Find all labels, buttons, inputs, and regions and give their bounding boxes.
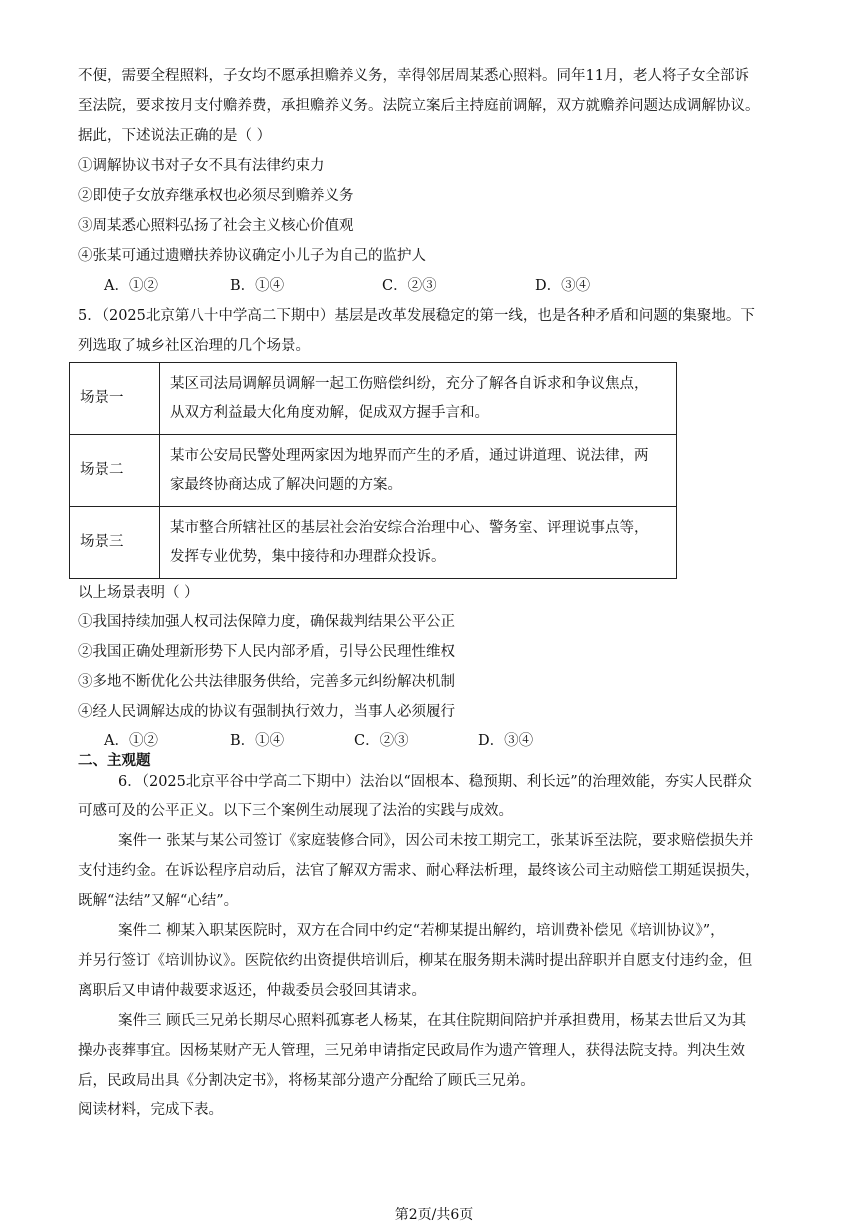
case1-line-2: 支付违约金。在诉讼程序启动后，法官了解双方需求、耐心释法析理，最终该公司主动赔偿工期延误损失， bbox=[78, 863, 760, 879]
q4-option-d[interactable]: D．③④ bbox=[535, 278, 591, 294]
q5-statement-2: ②我国正确处理新形势下人民内部矛盾，引导公民理性维权 bbox=[78, 644, 455, 660]
case1-line-1: 案件一 张某与某公司签订《家庭装修合同》，因公司未按工期完工，张某诉至法院，要求赔偿损失并 bbox=[118, 833, 754, 849]
q5-option-d[interactable]: D．③④ bbox=[478, 733, 534, 749]
q5-line-2: 列选取了城乡社区治理的几个场景。 bbox=[78, 338, 310, 354]
scene-text bbox=[160, 363, 677, 435]
scene-label: 场景三 bbox=[70, 507, 160, 579]
q5-line-1: 5．（2025北京第八十中学高二下期中）基层是改革发展稳定的第一线，也是各种矛盾和问题的集聚地。下 bbox=[78, 308, 755, 324]
page-footer: 第2页/共6页 bbox=[394, 1207, 474, 1223]
case3-line-2: 操办丧葬事宜。因杨某财产无人管理，三兄弟申请指定民政局作为遗产管理人，获得法院支持。判决生效 bbox=[78, 1043, 745, 1059]
q4-question: 据此，下述说法正确的是（ ） bbox=[78, 128, 272, 144]
q6-intro-1: 6．（2025北京平谷中学高二下期中）法治以“固根本、稳预期、利长远”的治理效能，夯实人民群众 bbox=[118, 774, 752, 790]
section-heading: 二、主观题 bbox=[78, 753, 151, 769]
scene-text bbox=[160, 507, 677, 579]
q5-option-a[interactable]: A．①② bbox=[104, 733, 158, 749]
q5-question: 以上场景表明（ ） bbox=[78, 585, 199, 601]
q4-statement-1: ①调解协议书对子女不具有法律约束力 bbox=[78, 158, 325, 174]
case3-line-3: 后，民政局出具《分割决定书》，将杨某部分遗产分配给了顾氏三兄弟。 bbox=[78, 1073, 535, 1089]
q5-option-b[interactable]: B．①④ bbox=[230, 733, 285, 749]
case1-line-3: 既解“法结”又解“心结”。 bbox=[78, 893, 239, 909]
scene-text-line: 家最终协商达成了解决问题的方案。 bbox=[170, 476, 402, 493]
q4-line-1: 不便，需要全程照料，子女均不愿承担赡养义务，幸得邻居周某悉心照料。同年11月，老人将子女全部诉 bbox=[78, 68, 749, 84]
scene-label: 场景一 bbox=[70, 363, 160, 435]
q4-statement-4: ④张某可通过遗赠扶养协议确定小儿子为自己的监护人 bbox=[78, 248, 426, 264]
q5-option-c[interactable]: C．②③ bbox=[354, 733, 409, 749]
q5-statement-4: ④经人民调解达成的协议有强制执行效力，当事人必须履行 bbox=[78, 704, 455, 720]
q6-intro-2: 可感可及的公平正义。以下三个案例生动展现了法治的实践与成效。 bbox=[78, 803, 513, 819]
q4-statement-3: ③周某悉心照料弘扬了社会主义核心价值观 bbox=[78, 218, 354, 234]
table-row bbox=[70, 435, 677, 507]
q4-statement-2: ②即使子女放弃继承权也必须尽到赡养义务 bbox=[78, 188, 354, 204]
scene-text bbox=[160, 435, 677, 507]
q4-options bbox=[0, 276, 868, 296]
scene-text-line: 某市整合所辖社区的基层社会治安综合治理中心、警务室、评理说事点等， bbox=[170, 519, 649, 536]
scene-text-line: 发挥专业优势，集中接待和办理群众投诉。 bbox=[170, 548, 446, 565]
q5-statement-1: ①我国持续加强人权司法保障力度，确保裁判结果公平公正 bbox=[78, 614, 455, 630]
q4-line-2: 至法院，要求按月支付赡养费，承担赡养义务。法院立案后主持庭前调解，双方就赡养问题达成调解协议。 bbox=[78, 98, 760, 114]
scene-text-line: 某市公安局民警处理两家因为地界而产生的矛盾，通过讲道理、说法律，两 bbox=[170, 447, 649, 464]
q5-statement-3: ③多地不断优化公共法律服务供给，完善多元纠纷解决机制 bbox=[78, 674, 455, 690]
case2-line-3: 离职后又申请仲裁要求返还，仲裁委员会驳回其请求。 bbox=[78, 983, 426, 999]
scene-label: 场景二 bbox=[70, 435, 160, 507]
scenes-table bbox=[69, 362, 677, 579]
q4-option-c[interactable]: C．②③ bbox=[382, 278, 437, 294]
case3-line-1: 案件三 顾氏三兄弟长期尽心照料孤寡老人杨某，在其住院期间陪护并承担费用，杨某去世后又为其 bbox=[118, 1013, 747, 1029]
q4-option-a[interactable]: A．①② bbox=[104, 278, 158, 294]
table-row bbox=[70, 363, 677, 435]
closing-instruction: 阅读材料，完成下表。 bbox=[78, 1102, 223, 1118]
scene-text-line: 从双方利益最大化角度劝解，促成双方握手言和。 bbox=[170, 404, 489, 421]
table-row bbox=[70, 507, 677, 579]
q5-options bbox=[0, 731, 868, 751]
q4-option-b[interactable]: B．①④ bbox=[230, 278, 285, 294]
scene-text-line: 某区司法局调解员调解一起工伤赔偿纠纷，充分了解各自诉求和争议焦点， bbox=[170, 375, 649, 392]
case2-line-1: 案件二 柳某入职某医院时，双方在合同中约定“若柳某提出解约，培训费补偿见《培训协议》”， bbox=[118, 923, 725, 939]
case2-line-2: 并另行签订《培训协议》。医院依约出资提供培训后，柳某在服务期未满时提出辞职并自愿支付违约金，但 bbox=[78, 953, 753, 969]
